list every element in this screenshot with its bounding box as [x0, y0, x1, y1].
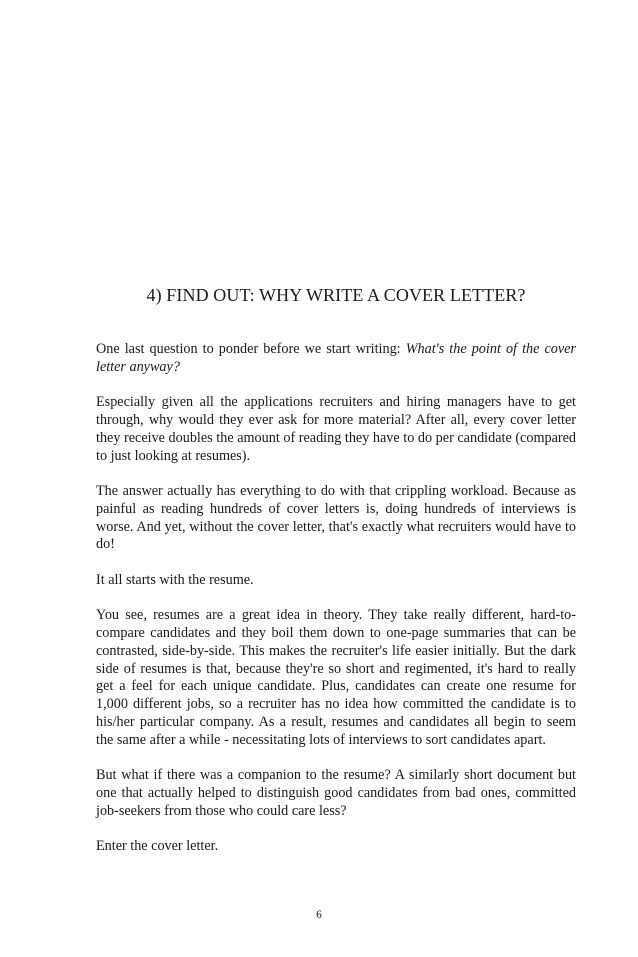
- paragraph-answer: The answer actually has everything to do with that crippling workload. Because as painful as reading hundreds of cover letters is, doing hundreds of interviews is worse. And yet, without the cover letter, that's exactly what recruiters would have to do!: [96, 482, 576, 553]
- body-text: [96, 341, 576, 873]
- section-heading: 4) FIND OUT: WHY WRITE A COVER LETTER?: [146, 285, 526, 305]
- paragraph-companion: But what if there was a companion to the resume? A similarly short document but one that actually helped to distinguish good candidates from bad ones, committed job-seekers from those who could care less?: [96, 767, 576, 819]
- intro-italic-question: What's the point of the cover letter anyway?: [96, 341, 577, 375]
- intro-lead-text: One last question to ponder before we start writing:: [96, 341, 406, 357]
- paragraph-enter-cover-letter: Enter the cover letter.: [96, 838, 219, 855]
- paragraph-resume-explanation: You see, resumes are a great idea in theory. They take really different, hard-to-compare candidates and they boil them down to one-page summaries that can be contrasted, side-by-side. This makes the recruiter's life easier initially. But the dark side of resumes is that, because they're so short and regimented, it's hard to really get a feel for each unique candidate. Plus, candidates can create one resume for 1,000 different jobs, so a recruiter has no idea how committed the candidate is to his/her particular company. As a result, resumes and candidates all begin to seem the same after a while - necessitating lots of interviews to sort candidates apart.: [96, 607, 576, 748]
- paragraph-resume-start: It all starts with the resume.: [96, 571, 254, 588]
- paragraph-workload: Especially given all the applications recruiters and hiring managers have to get through, why would they ever ask for more material? After all, every cover letter they receive doubles the amount of reading they have to do per candidate (compared to just looking at resumes).: [96, 394, 576, 464]
- paragraph-intro: [96, 341, 576, 377]
- page-number: 6: [316, 909, 322, 921]
